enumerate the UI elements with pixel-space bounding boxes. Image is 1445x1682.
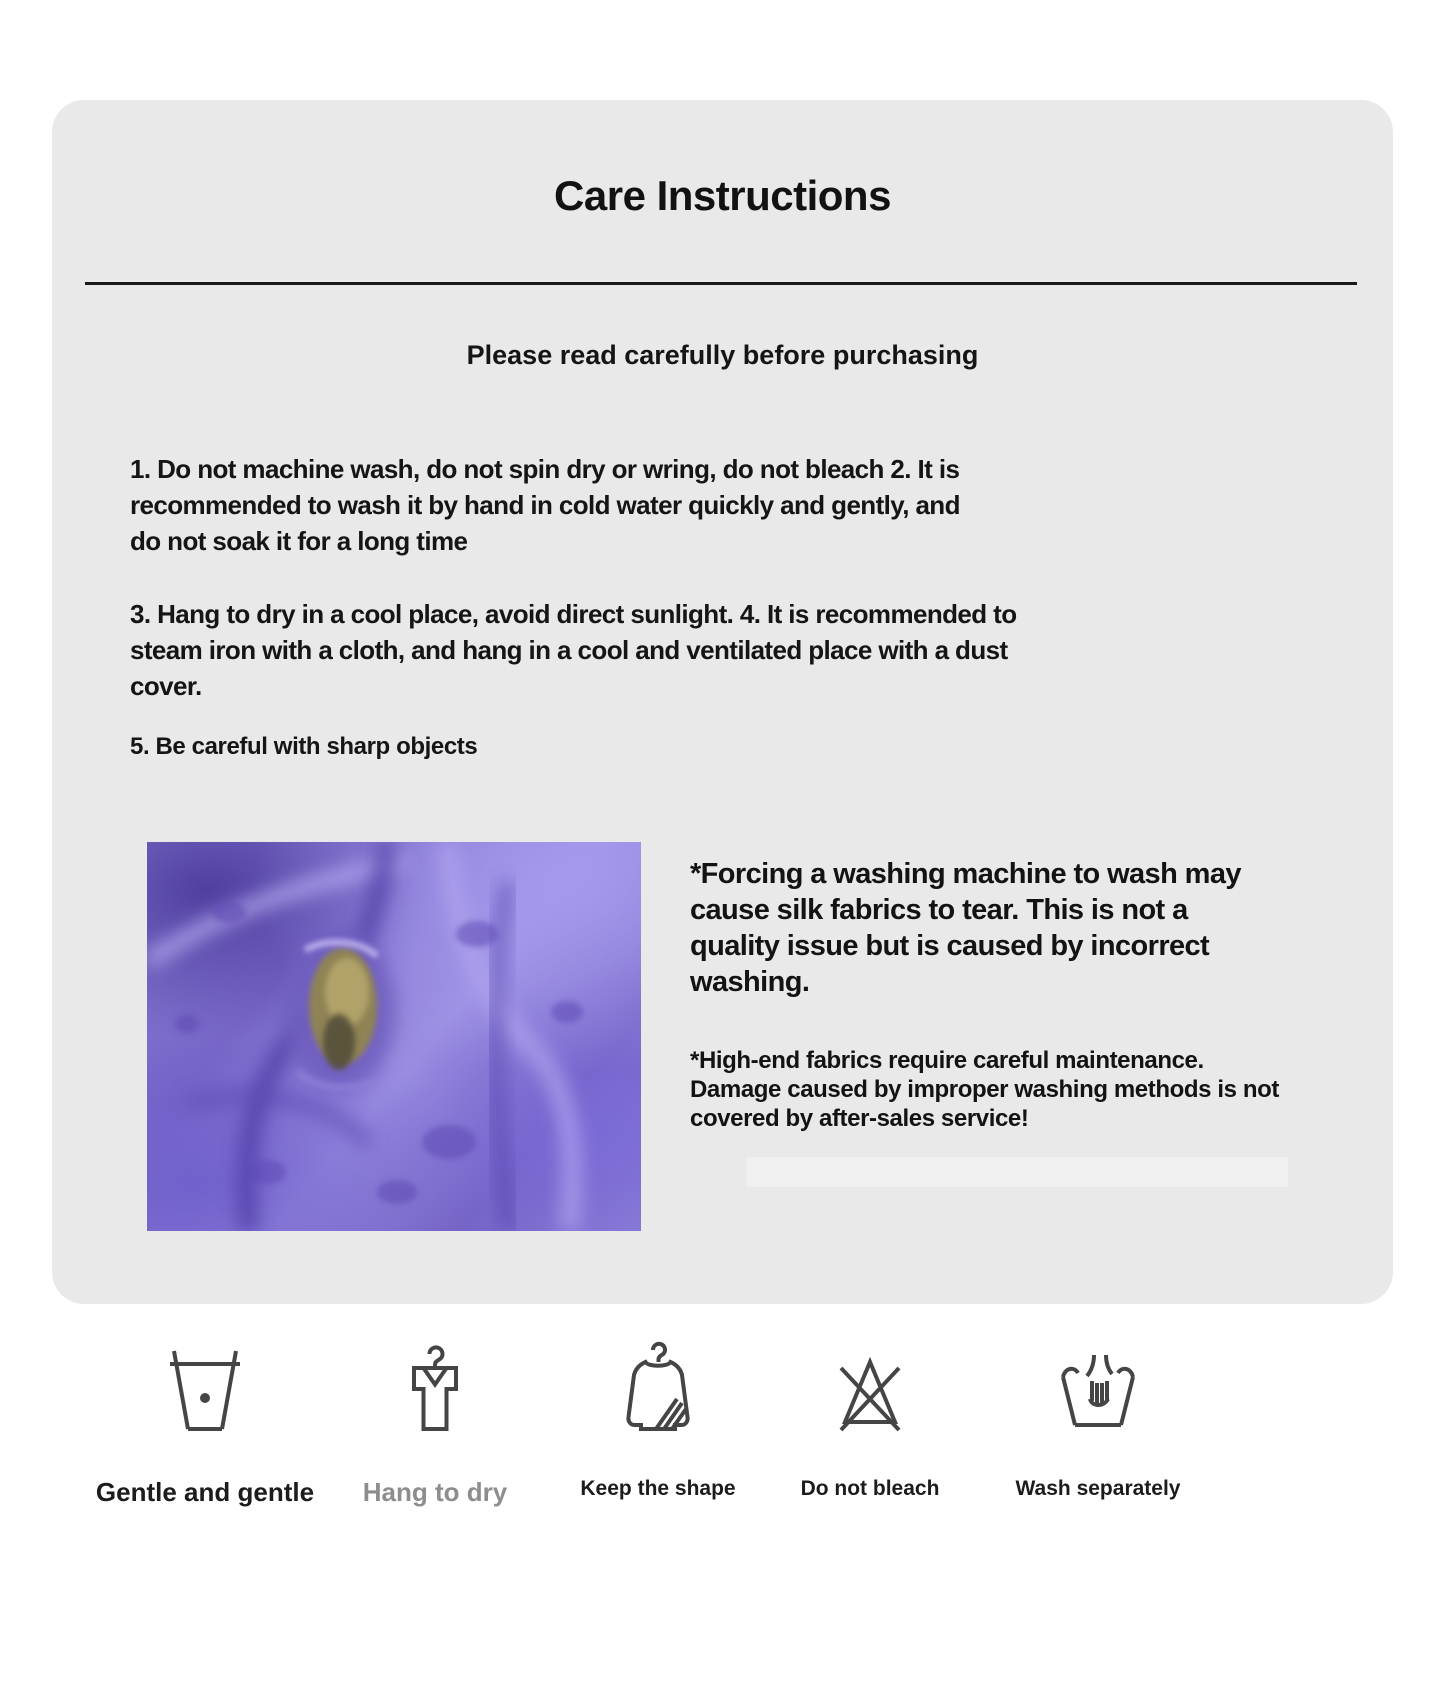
care-symbol-hang-dry: [305, 1325, 565, 1508]
notes-column: [690, 856, 1390, 1133]
care-symbol-label: Keep the shape: [580, 1477, 736, 1500]
hand-wash-separately-icon: [968, 1325, 1228, 1437]
care-instructions-card: [52, 100, 1393, 1304]
gentle-wash-basin-icon: [75, 1325, 335, 1437]
care-symbol-label: Hang to dry: [362, 1477, 508, 1507]
care-symbol-label: Gentle and gentle: [95, 1477, 315, 1507]
title-divider: [85, 282, 1357, 285]
care-symbol-wash-separately: [968, 1325, 1228, 1501]
shirt-on-hanger-icon: [305, 1325, 565, 1437]
page-title: Care Instructions: [554, 172, 891, 219]
torn-purple-silk-fabric-photo: [147, 842, 641, 1231]
care-symbol-label: Wash separately: [1015, 1477, 1181, 1500]
care-symbol-do-not-bleach: [740, 1325, 1000, 1501]
watermark-band: [747, 1157, 1288, 1187]
instruction-paragraph-1: 1. Do not machine wash, do not spin dry or wring, do not bleach 2. It is recommended to wash it by hand in cold water quickly and gently, and do not soak it for a long time: [130, 454, 960, 556]
instruction-paragraph-2: 3. Hang to dry in a cool place, avoid direct sunlight. 4. It is recommended to steam iron with a cloth, and hang in a cool and ventilated place with a dust cover.: [130, 599, 1017, 701]
care-symbol-label: Do not bleach: [800, 1477, 940, 1500]
note-after-sales-warning: *High-end fabrics require careful maintenance. Damage caused by improper washing methods is not covered by after-sales service!: [690, 1047, 1279, 1132]
instruction-paragraph-3: 5. Be careful with sharp objects: [130, 733, 478, 760]
care-symbol-gentle-wash: [75, 1325, 335, 1508]
subtitle: Please read carefully before purchasing: [466, 340, 979, 370]
note-washing-machine-warning: *Forcing a washing machine to wash may cause silk fabrics to tear. This is not a quality issue but is caused by incorrect washing.: [690, 858, 1241, 998]
do-not-bleach-triangle-icon: [740, 1325, 1000, 1437]
care-symbols-row: [0, 1325, 1445, 1535]
fabric-texture-overlay: [147, 842, 641, 1231]
